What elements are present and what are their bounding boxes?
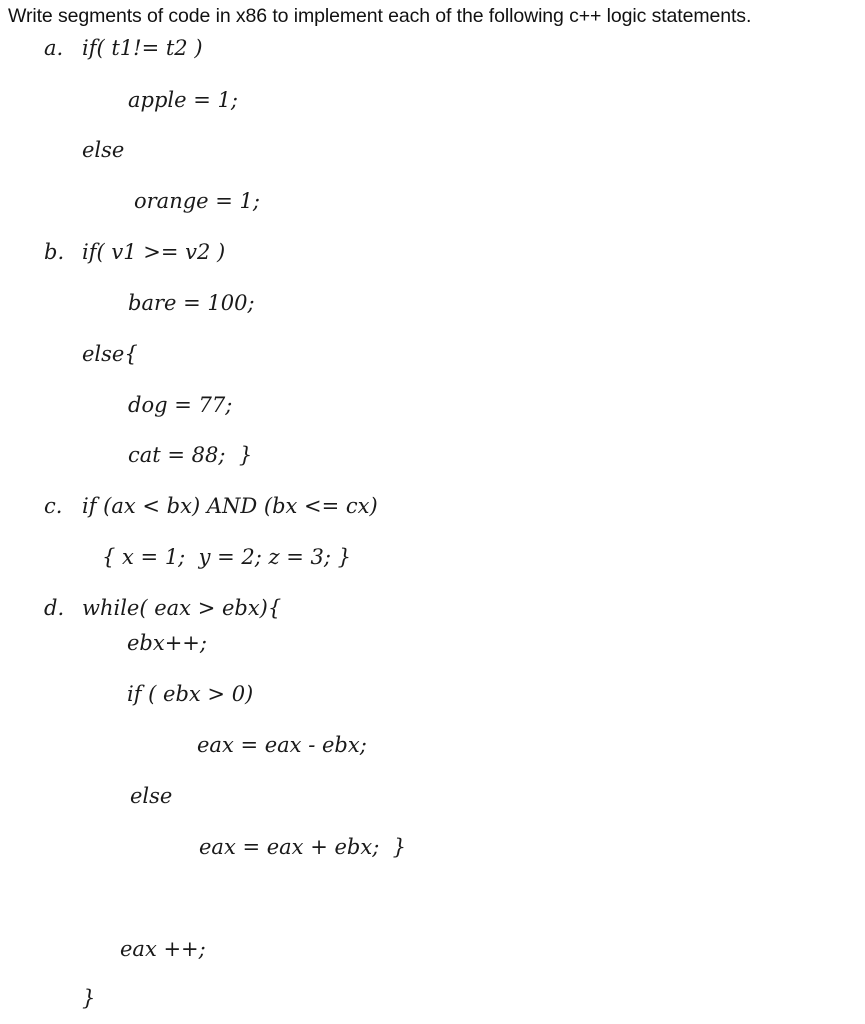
problem-d-else-statement: eax = eax + ebx; } — [199, 835, 406, 859]
problem-d-else-keyword: else — [130, 784, 173, 808]
problem-b-else-statement-2: cat = 88; } — [128, 443, 253, 467]
problem-c-letter: c. — [44, 494, 63, 518]
problem-a-else-keyword: else — [82, 138, 125, 162]
problem-d-post-statement: eax ++; — [120, 937, 206, 961]
problem-d-closing-brace: } — [82, 986, 96, 1010]
problem-d-increment-statement: ebx++; — [127, 631, 207, 655]
problem-a-then-statement: apple = 1; — [128, 88, 238, 112]
problem-a-condition: if( t1!= t2 ) — [82, 36, 203, 60]
problem-c-condition: if (ax < bx) AND (bx <= cx) — [82, 494, 378, 518]
problem-b-else-open: else{ — [82, 342, 138, 366]
problem-a-else-statement: orange = 1; — [134, 189, 260, 213]
problem-b-condition: if( v1 >= v2 ) — [82, 240, 226, 264]
problem-a-letter: a. — [44, 36, 64, 60]
problem-title: Write segments of code in x86 to implement each of the following c++ logic statements. — [8, 5, 752, 27]
problem-d-letter: d. — [44, 596, 65, 620]
problem-b-letter: b. — [44, 240, 65, 264]
problem-d-while-loop: while( eax > ebx){ — [82, 596, 282, 620]
problem-c-body: { x = 1; y = 2; z = 3; } — [102, 545, 352, 569]
problem-d-inner-if: if ( ebx > 0) — [127, 682, 254, 706]
problem-b-then-statement: bare = 100; — [128, 291, 255, 315]
problem-d-then-statement: eax = eax - ebx; — [197, 733, 367, 757]
problem-b-else-statement-1: dog = 77; — [128, 393, 233, 417]
